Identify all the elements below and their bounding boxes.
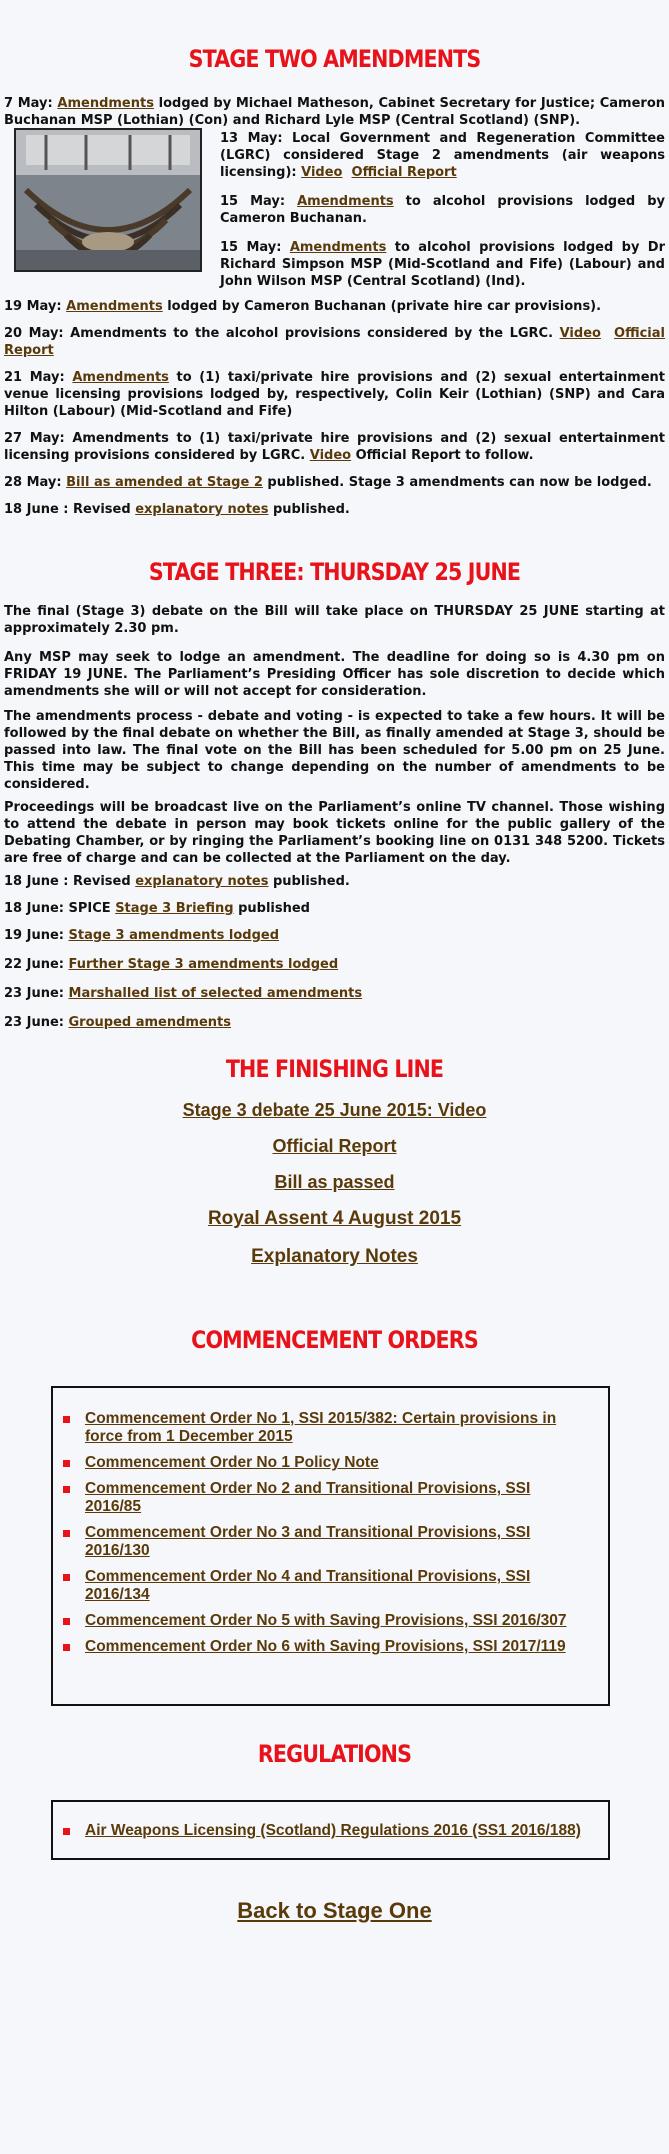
entry-text: Official Report to follow. [351,448,534,463]
commencement-order-1-link[interactable]: Commencement Order No 1, SSI 2015/382: Certain provisions in force from 1 December 2015 [85,1410,557,1445]
item-text: 18 June : Revised [4,874,136,889]
commencement-order-4-link[interactable]: Commencement Order No 4 and Transitional Provisions, SSI 2016/134 [85,1568,531,1603]
stage3-para-3: The amendments process - debate and voting - is expected to take a few hours. It will be followed by the final debate on whether the Bill, as finally amended at Stage 3, should be passed into law. The final vote on the Bill has been scheduled for 5.00 pm on 25 June. This time may be subject to change depending on the number of amendments to be considered. [4,709,665,792]
stage3-item [4,1014,665,1031]
list-item [57,1454,578,1472]
entry-date: 7 May: [4,96,53,111]
explanatory-notes-link[interactable]: explanatory notes [135,874,269,889]
entry-text: published. Stage 3 amendments can now be lodged. [262,475,652,490]
royal-assent-link[interactable]: Royal Assent 4 August 2015 [207,1208,462,1229]
parliament-chamber-photo [14,128,202,272]
entry-date: 18 June : Revised [4,502,131,517]
video-link[interactable]: Video [309,448,352,463]
list-item [57,1568,578,1604]
bullet-icon [63,1618,70,1625]
further-amendments-link[interactable]: Further Stage 3 amendments lodged [68,957,339,972]
entry-text: 20 May: Amendments to the alcohol provisions considered by the LGRC. [4,326,554,341]
stage3-item [4,985,665,1002]
stage3-para-4: Proceedings will be broadcast live on the Parliament’s online TV channel. Those wishing to attend the debate in person may book tickets online for the public gallery of the Debating Chamber, or by ringing the Parliament’s booking line on 0131 348 5200. Tickets are free of charge and can be collected at the Parliament on the day. [4,800,665,866]
grouped-amendments-link[interactable]: Grouped amendments [68,1015,232,1030]
item-text: 18 June: SPICE [4,901,116,916]
stage3-amendments-link[interactable]: Stage 3 amendments lodged [68,928,279,943]
video-link[interactable]: Video [559,326,601,341]
commencement-order-2-link[interactable]: Commencement Order No 2 and Transitional Provisions, SSI 2016/85 [85,1480,531,1515]
entry-date: 15 May: [220,194,286,209]
stage2-entry-15may-b [220,239,665,290]
chamber-image [16,130,200,270]
bullet-icon [63,1460,70,1467]
stage3-item [4,900,665,917]
list-item [57,1612,578,1630]
amendments-link[interactable]: Amendments [66,299,163,314]
commencement-orders-box [51,1386,610,1706]
amendments-link[interactable]: Amendments [72,370,169,385]
stage2-entry-28may [4,474,665,491]
amendments-link[interactable]: Amendments [289,240,387,255]
regulations-box [51,1800,610,1860]
stage2-entry-7may [4,95,665,129]
amendments-link[interactable]: Amendments [297,194,394,209]
entry-text: published. [268,502,350,517]
commencement-order-6-link[interactable]: Commencement Order No 6 with Saving Provisions, SSI 2017/119 [85,1638,566,1655]
commencement-order-3-link[interactable]: Commencement Order No 3 and Transitional Provisions, SSI 2016/130 [85,1524,531,1559]
bullet-icon [63,1828,70,1835]
bill-as-amended-link[interactable]: Bill as amended at Stage 2 [66,475,263,490]
entry-text: to (1) taxi/private hire provisions and (2) sexual entertainment venue licensing provisions lodged by, respectively, Colin Keir (Lothian) (SNP) and Cara Hilton (Labour) (Mid-Scotland and Fife) [4,370,665,419]
list-item [57,1524,578,1560]
stage3-item [4,927,665,944]
bullet-icon [63,1644,70,1651]
bullet-icon [63,1486,70,1493]
stage2-entry-13may [220,130,665,181]
entry-text: 27 May: Amendments to (1) taxi/private hire provisions and (2) sexual entertainment licensing provisions considered by LGRC. [4,431,665,463]
stage2-entry-19may [4,298,665,315]
regulations-list [53,1802,608,1840]
stage3-item [4,873,665,890]
entry-text: lodged by Cameron Buchanan (private hire car provisions). [162,299,602,314]
stage2-entry-27may [4,430,665,464]
commencement-order-1-policy-note-link[interactable]: Commencement Order No 1 Policy Note [85,1454,379,1471]
item-text: published [233,901,310,916]
stage3-item [4,956,665,973]
list-item [57,1410,578,1446]
stage2-title: STAGE TWO AMENDMENTS [188,45,481,73]
entry-date: 28 May: [4,475,62,490]
air-weapons-regulations-link[interactable]: Air Weapons Licensing (Scotland) Regulations 2016 (SS1 2016/188) [85,1822,581,1839]
item-text: 19 June: [4,928,69,943]
back-to-stage-one-link[interactable]: Back to Stage One [237,1898,432,1923]
stage3-para-1: The final (Stage 3) debate on the Bill will take place on THURSDAY 25 JUNE starting at approximately 2.30 pm. [4,604,665,636]
stage3-para-2: Any MSP may seek to lodge an amendment. The deadline for doing so is 4.30 pm on FRIDAY 19 JUNE. The Parliament’s Presiding Officer has sole discretion to decide which amendments she will or will not accept for consideration. [4,650,665,699]
list-item [57,1638,578,1656]
stage2-entry-18june [4,501,665,518]
list-item [57,1822,608,1840]
marshalled-list-link[interactable]: Marshalled list of selected amendments [68,986,363,1001]
entry-text: to alcohol provisions lodged by Cameron Buchanan. [220,194,665,226]
stage3-briefing-link[interactable]: Stage 3 Briefing [115,901,234,916]
commencement-orders-list [53,1388,608,1656]
item-text: 22 June: [4,957,69,972]
stage3-title: STAGE THREE: THURSDAY 25 JUNE [148,558,521,586]
entry-text: 13 May: Local Government and Regeneration Committee (LGRC) considered Stage 2 amendments (air weapons licensing): [220,131,665,180]
entry-text: to alcohol provisions lodged by Dr Richard Simpson MSP (Mid-Scotland and Fife) (Labour) and John Wilson MSP (Central Scotland) (Ind). [220,240,665,289]
finishing-title: THE FINISHING LINE [225,1055,444,1083]
bullet-icon [63,1416,70,1423]
entry-date: 15 May: [220,240,282,255]
official-report-link[interactable]: Official Report [351,165,457,180]
stage2-entry-21may [4,369,665,420]
explanatory-notes-link[interactable]: Explanatory Notes [251,1246,418,1267]
entry-date: 21 May: [4,370,65,385]
item-text: 23 June: [4,1015,69,1030]
regulations-title: REGULATIONS [257,1740,412,1768]
bullet-icon [63,1574,70,1581]
commencement-order-5-link[interactable]: Commencement Order No 5 with Saving Provisions, SSI 2016/307 [85,1612,567,1629]
stage3-debate-video-link[interactable]: Stage 3 debate 25 June 2015: Video [182,1100,487,1120]
bullet-icon [63,1530,70,1537]
stage2-entry-15may-a [220,193,665,227]
official-report-link[interactable]: Official Report [4,326,665,358]
bill-as-passed-link[interactable]: Bill as passed [274,1172,395,1192]
official-report-link[interactable]: Official Report [272,1136,397,1156]
entry-text: lodged by Michael Matheson, Cabinet Secretary for Justice; Cameron Buchanan MSP (Lothian) (Con) and Richard Lyle MSP (Central Scotland) (SNP). [4,96,665,128]
entry-date: 19 May: [4,299,62,314]
stage2-entry-20may [4,325,665,359]
amendments-link[interactable]: Amendments [57,96,154,111]
commencement-title: COMMENCEMENT ORDERS [191,1326,478,1354]
item-text: 23 June: [4,986,69,1001]
video-link[interactable]: Video [301,165,343,180]
explanatory-notes-link[interactable]: explanatory notes [135,502,269,517]
item-text: published. [268,874,350,889]
list-item [57,1480,578,1516]
stage3-item-list [4,873,665,1031]
